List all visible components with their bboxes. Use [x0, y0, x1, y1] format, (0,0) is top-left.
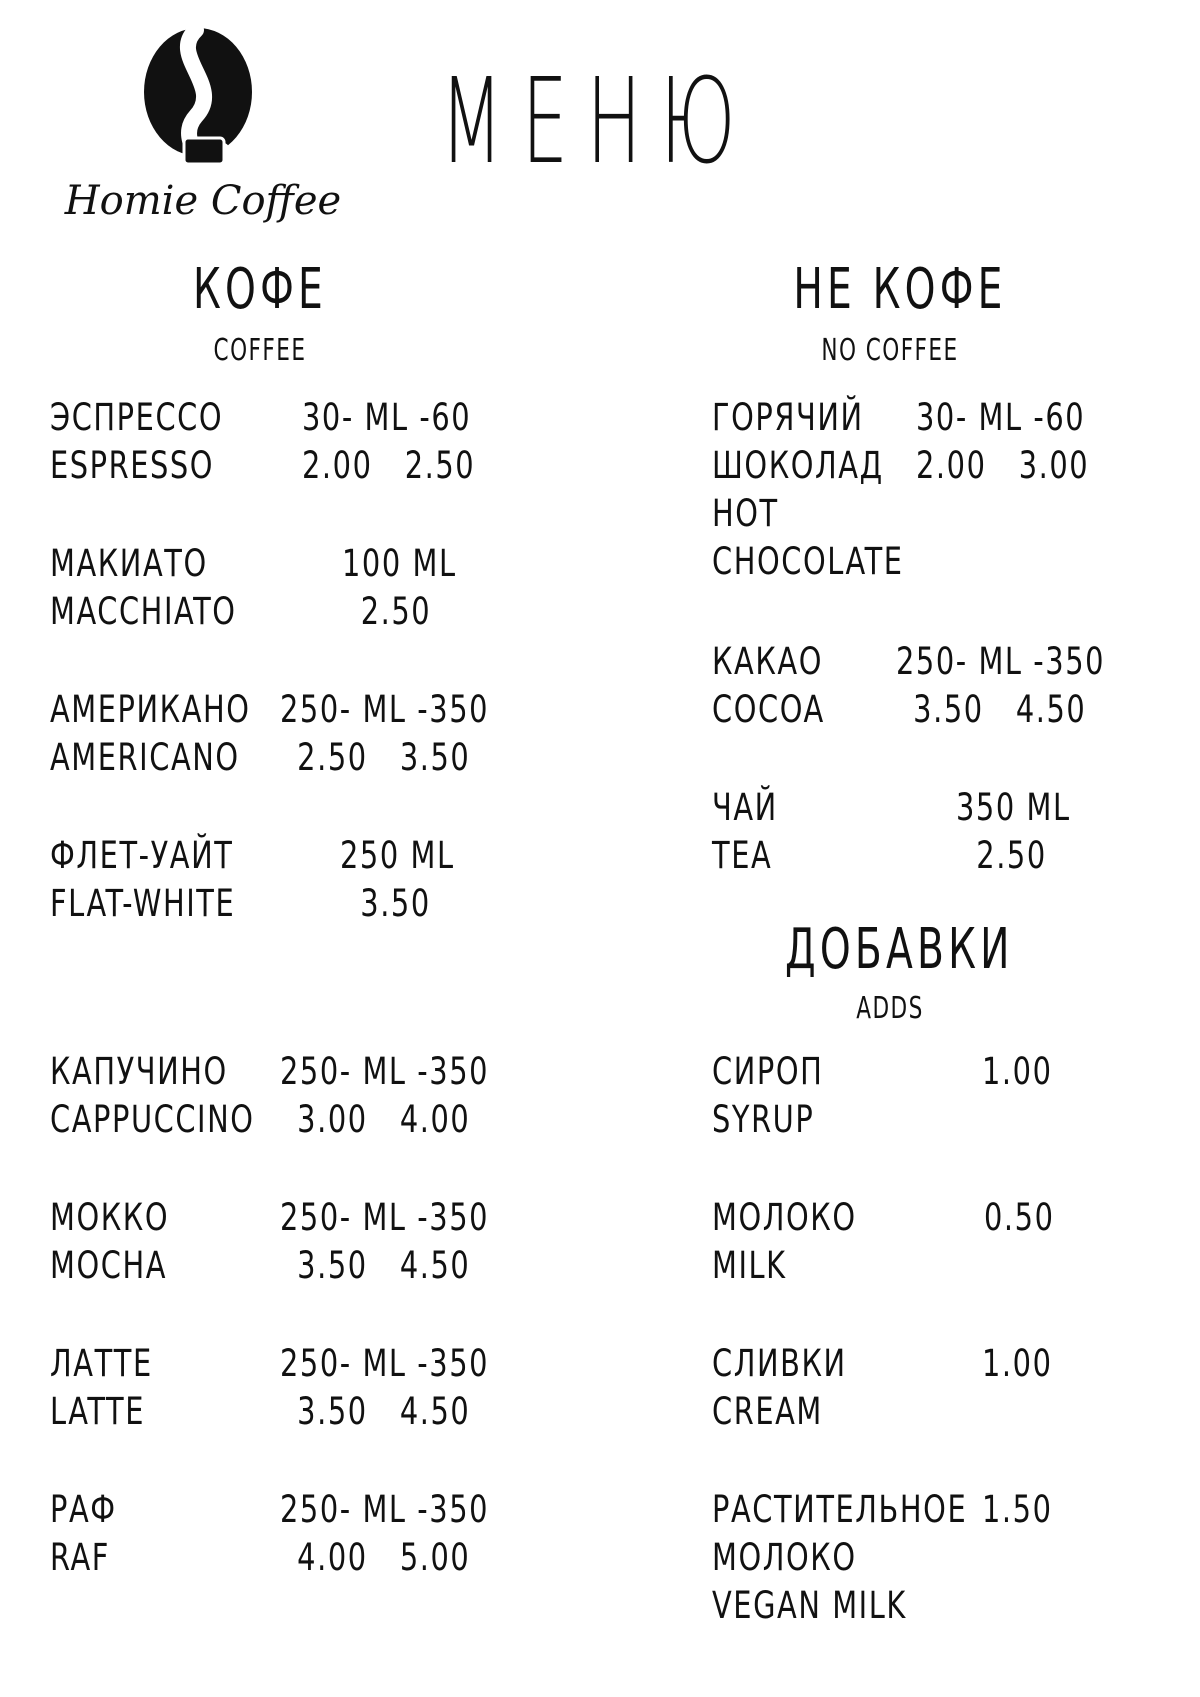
item-name-en: HOT	[712, 492, 779, 535]
item-size: 250- ML -350	[896, 640, 1106, 683]
section-title-adds: ДОБАВКИ	[785, 917, 1014, 982]
brand-name: Homie Coffee	[64, 178, 342, 224]
item-size: 250 ML	[340, 834, 455, 877]
item-price: 3.00 4.00	[297, 1098, 471, 1141]
item-price: 2.50	[360, 590, 432, 633]
item-size: 250- ML -350	[280, 1342, 490, 1385]
item-name-ru: МОККО	[50, 1196, 170, 1239]
item-name-en-line2: CHOCOLATE	[712, 540, 904, 583]
item-name-en: CAPPUCCINO	[50, 1098, 255, 1141]
item-price: 2.50 3.50	[297, 736, 471, 779]
item-size: 100 ML	[342, 542, 457, 585]
item-name-en: MILK	[712, 1244, 787, 1287]
item-name-ru: ФЛЕТ-УАЙТ	[50, 834, 234, 877]
section-subtitle-no-coffee: NO COFFEE	[821, 333, 959, 368]
item-size: 250- ML -350	[280, 1488, 490, 1531]
item-name-ru: СЛИВКИ	[712, 1342, 847, 1385]
item-name-en: CREAM	[712, 1390, 823, 1433]
item-name-ru-line2: МОЛОКО	[712, 1536, 857, 1579]
item-name-ru: ЭСПРЕССО	[50, 396, 224, 439]
item-name-ru: АМЕРИКАНО	[50, 688, 251, 731]
item-name-en: TEA	[712, 834, 773, 877]
item-size: 250- ML -350	[280, 1196, 490, 1239]
item-price: 4.00 5.00	[297, 1536, 471, 1579]
section-subtitle-adds: ADDS	[856, 991, 924, 1026]
item-size: 30- ML -60	[302, 396, 472, 439]
item-price: 1.50	[982, 1488, 1053, 1531]
item-name-en: MACCHIATO	[50, 590, 237, 633]
item-price: 3.50	[360, 882, 431, 925]
item-size: 350 ML	[956, 786, 1071, 829]
item-price: 3.50 4.50	[297, 1244, 471, 1287]
item-name-en: FLAT-WHITE	[50, 882, 236, 925]
section-title-coffee: КОФЕ	[192, 257, 328, 322]
item-name-ru: ЧАЙ	[712, 786, 778, 829]
section-subtitle-coffee: COFFEE	[213, 333, 307, 368]
item-name-ru: МОЛОКО	[712, 1196, 857, 1239]
item-size: 250- ML -350	[280, 688, 490, 731]
item-price: 1.00	[982, 1342, 1053, 1385]
item-name-ru: ЛАТТЕ	[50, 1342, 153, 1385]
item-size: 250- ML -350	[280, 1050, 490, 1093]
item-price: 2.00 2.50	[302, 444, 476, 487]
item-name-en: COCOA	[712, 688, 825, 731]
item-name-ru: СИРОП	[712, 1050, 824, 1093]
item-name-en: VEGAN MILK	[712, 1584, 907, 1627]
item-name-ru-line2: ШОКОЛАД	[712, 444, 884, 487]
item-name-en: SYRUP	[712, 1098, 815, 1141]
logo	[58, 26, 348, 226]
item-price: 3.50 4.50	[297, 1390, 471, 1433]
item-size: 30- ML -60	[916, 396, 1086, 439]
section-title-no-coffee: НЕ КОФЕ	[793, 257, 1007, 322]
coffee-bean-icon	[138, 26, 258, 176]
item-price: 2.00 3.00	[916, 444, 1090, 487]
item-name-en: MOCHA	[50, 1244, 168, 1287]
item-price: 2.50	[976, 834, 1047, 877]
item-name-en: LATTE	[50, 1390, 146, 1433]
item-name-en: RAF	[50, 1536, 110, 1579]
item-name-en: AMERICANO	[50, 736, 240, 779]
item-price: 3.50 4.50	[913, 688, 1087, 731]
item-name-en: ESPRESSO	[50, 444, 215, 487]
item-name-ru: КАПУЧИНО	[50, 1050, 228, 1093]
item-price: 1.00	[982, 1050, 1053, 1093]
item-name-ru: ГОРЯЧИЙ	[712, 396, 864, 439]
item-name-ru: РАФ	[50, 1488, 117, 1531]
item-name-ru: РАСТИТЕЛЬНОЕ	[712, 1488, 968, 1531]
item-name-ru: МАКИАТО	[50, 542, 208, 585]
item-name-ru: КАКАО	[712, 640, 823, 683]
page-title: МЕНЮ	[440, 52, 755, 190]
item-price: 0.50	[984, 1196, 1055, 1239]
